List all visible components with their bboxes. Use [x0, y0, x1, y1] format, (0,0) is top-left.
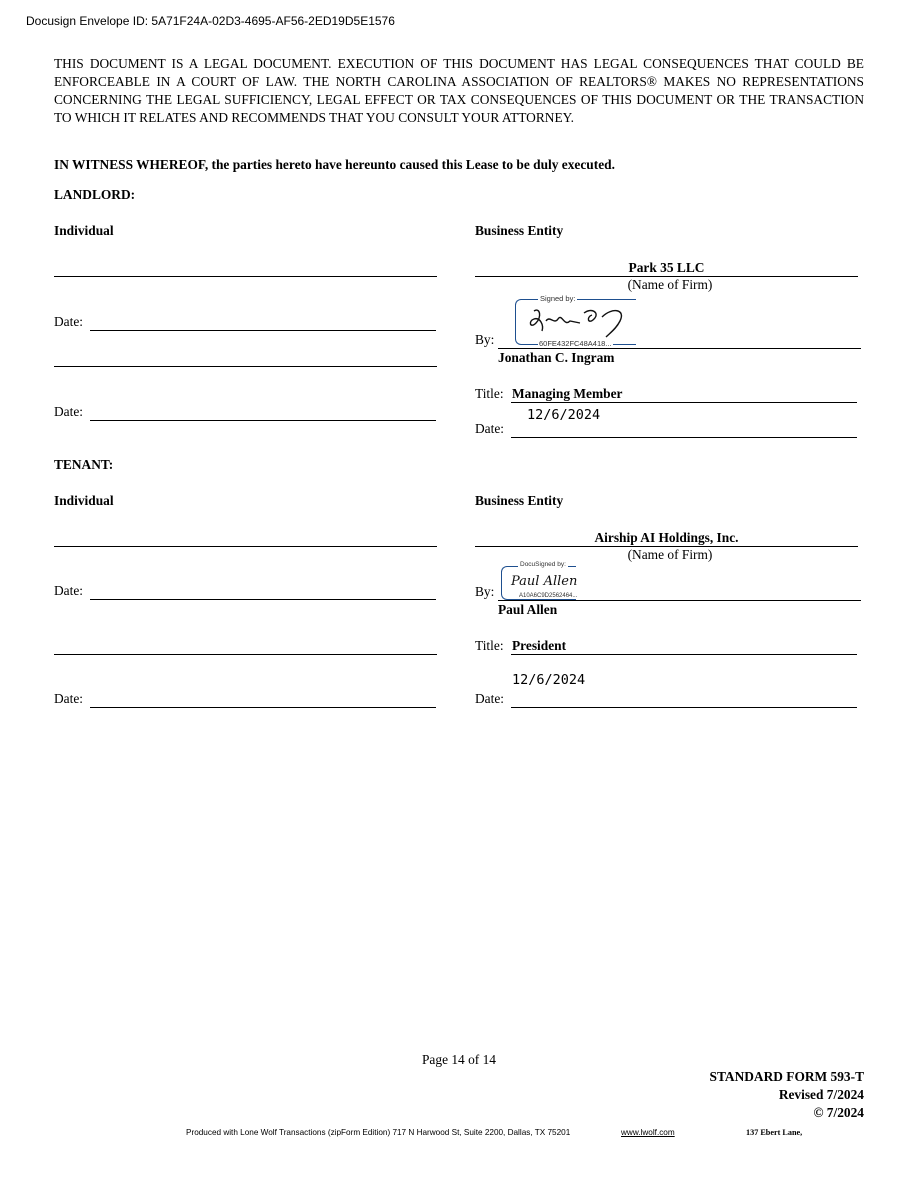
landlord-individual-signature-line-2[interactable]: [54, 366, 437, 367]
tenant-business-label: Business Entity: [475, 493, 564, 508]
tenant-by-label: By:: [475, 584, 495, 599]
landlord-date-line-1[interactable]: [90, 330, 436, 331]
tenant-date-line-2[interactable]: [90, 707, 436, 708]
tenant-by-line[interactable]: [498, 600, 861, 601]
tenant-signer-name: Paul Allen: [498, 602, 558, 617]
tenant-individual-label: Individual: [54, 493, 114, 508]
landlord-business-date-line[interactable]: [511, 437, 857, 438]
tenant-title-value: President: [512, 638, 567, 653]
legal-disclaimer: THIS DOCUMENT IS A LEGAL DOCUMENT. EXECUTION OF THIS DOCUMENT HAS LEGAL CONSEQUENCES THAT COULD BE ENFORCEABLE IN A COURT OF LAW. THE NORTH CAROLINA ASSOCIATION OF REALTORS® MAKES NO REPRESENTATIONS CONCERNING THE LEGAL SUFFICIENCY, LEGAL EFFECT OR TAX CONSEQUENCES OF THIS DOCUMENT OR THE TRANSACTION TO WHICH IT RELATES AND RECOMMENDS THAT YOU CONSULT YOUR ATTORNEY.: [54, 56, 864, 125]
tenant-date-label-1: Date:: [54, 583, 83, 598]
landlord-title-label: Title:: [475, 386, 504, 401]
tenant-signature-id: A10A6C9D2562464...: [519, 593, 578, 599]
tenant-heading: TENANT:: [54, 457, 114, 472]
landlord-heading: LANDLORD:: [54, 187, 136, 202]
landlord-individual-signature-line-1[interactable]: [54, 276, 437, 277]
form-revised: Revised 7/2024: [778, 1087, 864, 1102]
tenant-title-label: Title:: [475, 638, 504, 653]
landlord-date-label-1: Date:: [54, 314, 83, 329]
form-copyright: © 7/2024: [813, 1105, 864, 1120]
landlord-firm-caption: (Name of Firm): [627, 277, 713, 292]
landlord-business-date-label: Date:: [475, 421, 504, 436]
landlord-business-label: Business Entity: [475, 223, 564, 238]
tenant-business-date-line[interactable]: [511, 707, 857, 708]
tenant-date-line-1[interactable]: [90, 599, 436, 600]
landlord-date-value: 12/6/2024: [527, 407, 601, 423]
tenant-signed-by-caption: DocuSigned by:: [520, 561, 566, 568]
landlord-by-label: By:: [475, 332, 495, 347]
landlord-title-line[interactable]: [511, 402, 857, 403]
landlord-firm-name: Park 35 LLC: [628, 260, 705, 275]
landlord-signature-id: 60FE432FC48A418...: [539, 339, 612, 348]
page-number: Page 14 of 14: [421, 1052, 496, 1067]
tenant-signature-image: Paul Allen: [511, 574, 578, 589]
landlord-signer-name: Jonathan C. Ingram: [498, 350, 615, 365]
envelope-id: Docusign Envelope ID: 5A71F24A-02D3-4695-AF56-2ED19D5E1576: [26, 14, 395, 28]
landlord-signature-image: [522, 303, 637, 339]
landlord-date-label-2: Date:: [54, 404, 83, 419]
witness-statement: IN WITNESS WHEREOF, the parties hereto have hereunto caused this Lease to be duly executed.: [54, 157, 615, 172]
tenant-business-date-label: Date:: [475, 691, 504, 706]
landlord-date-line-2[interactable]: [90, 420, 436, 421]
tenant-individual-signature-line-1[interactable]: [54, 546, 437, 547]
tenant-date-value: 12/6/2024: [512, 672, 586, 688]
tenant-title-line[interactable]: [511, 654, 857, 655]
landlord-signed-by-caption: Signed by:: [540, 294, 576, 303]
landlord-individual-label: Individual: [54, 223, 114, 238]
tenant-firm-caption: (Name of Firm): [627, 547, 713, 562]
tenant-firm-name: Airship AI Holdings, Inc.: [594, 530, 739, 545]
landlord-title-value: Managing Member: [512, 386, 623, 401]
tenant-date-label-2: Date:: [54, 691, 83, 706]
producer-info: Produced with Lone Wolf Transactions (zipForm Edition) 717 N Harwood St, Suite 2200, Dallas, TX 75201: [186, 1128, 571, 1137]
producer-link[interactable]: www.lwolf.com: [621, 1128, 675, 1137]
landlord-by-line[interactable]: [498, 348, 861, 349]
property-address: 137 Ebert Lane,: [746, 1128, 803, 1137]
form-number: STANDARD FORM 593-T: [709, 1069, 864, 1084]
tenant-individual-signature-line-2[interactable]: [54, 654, 437, 655]
